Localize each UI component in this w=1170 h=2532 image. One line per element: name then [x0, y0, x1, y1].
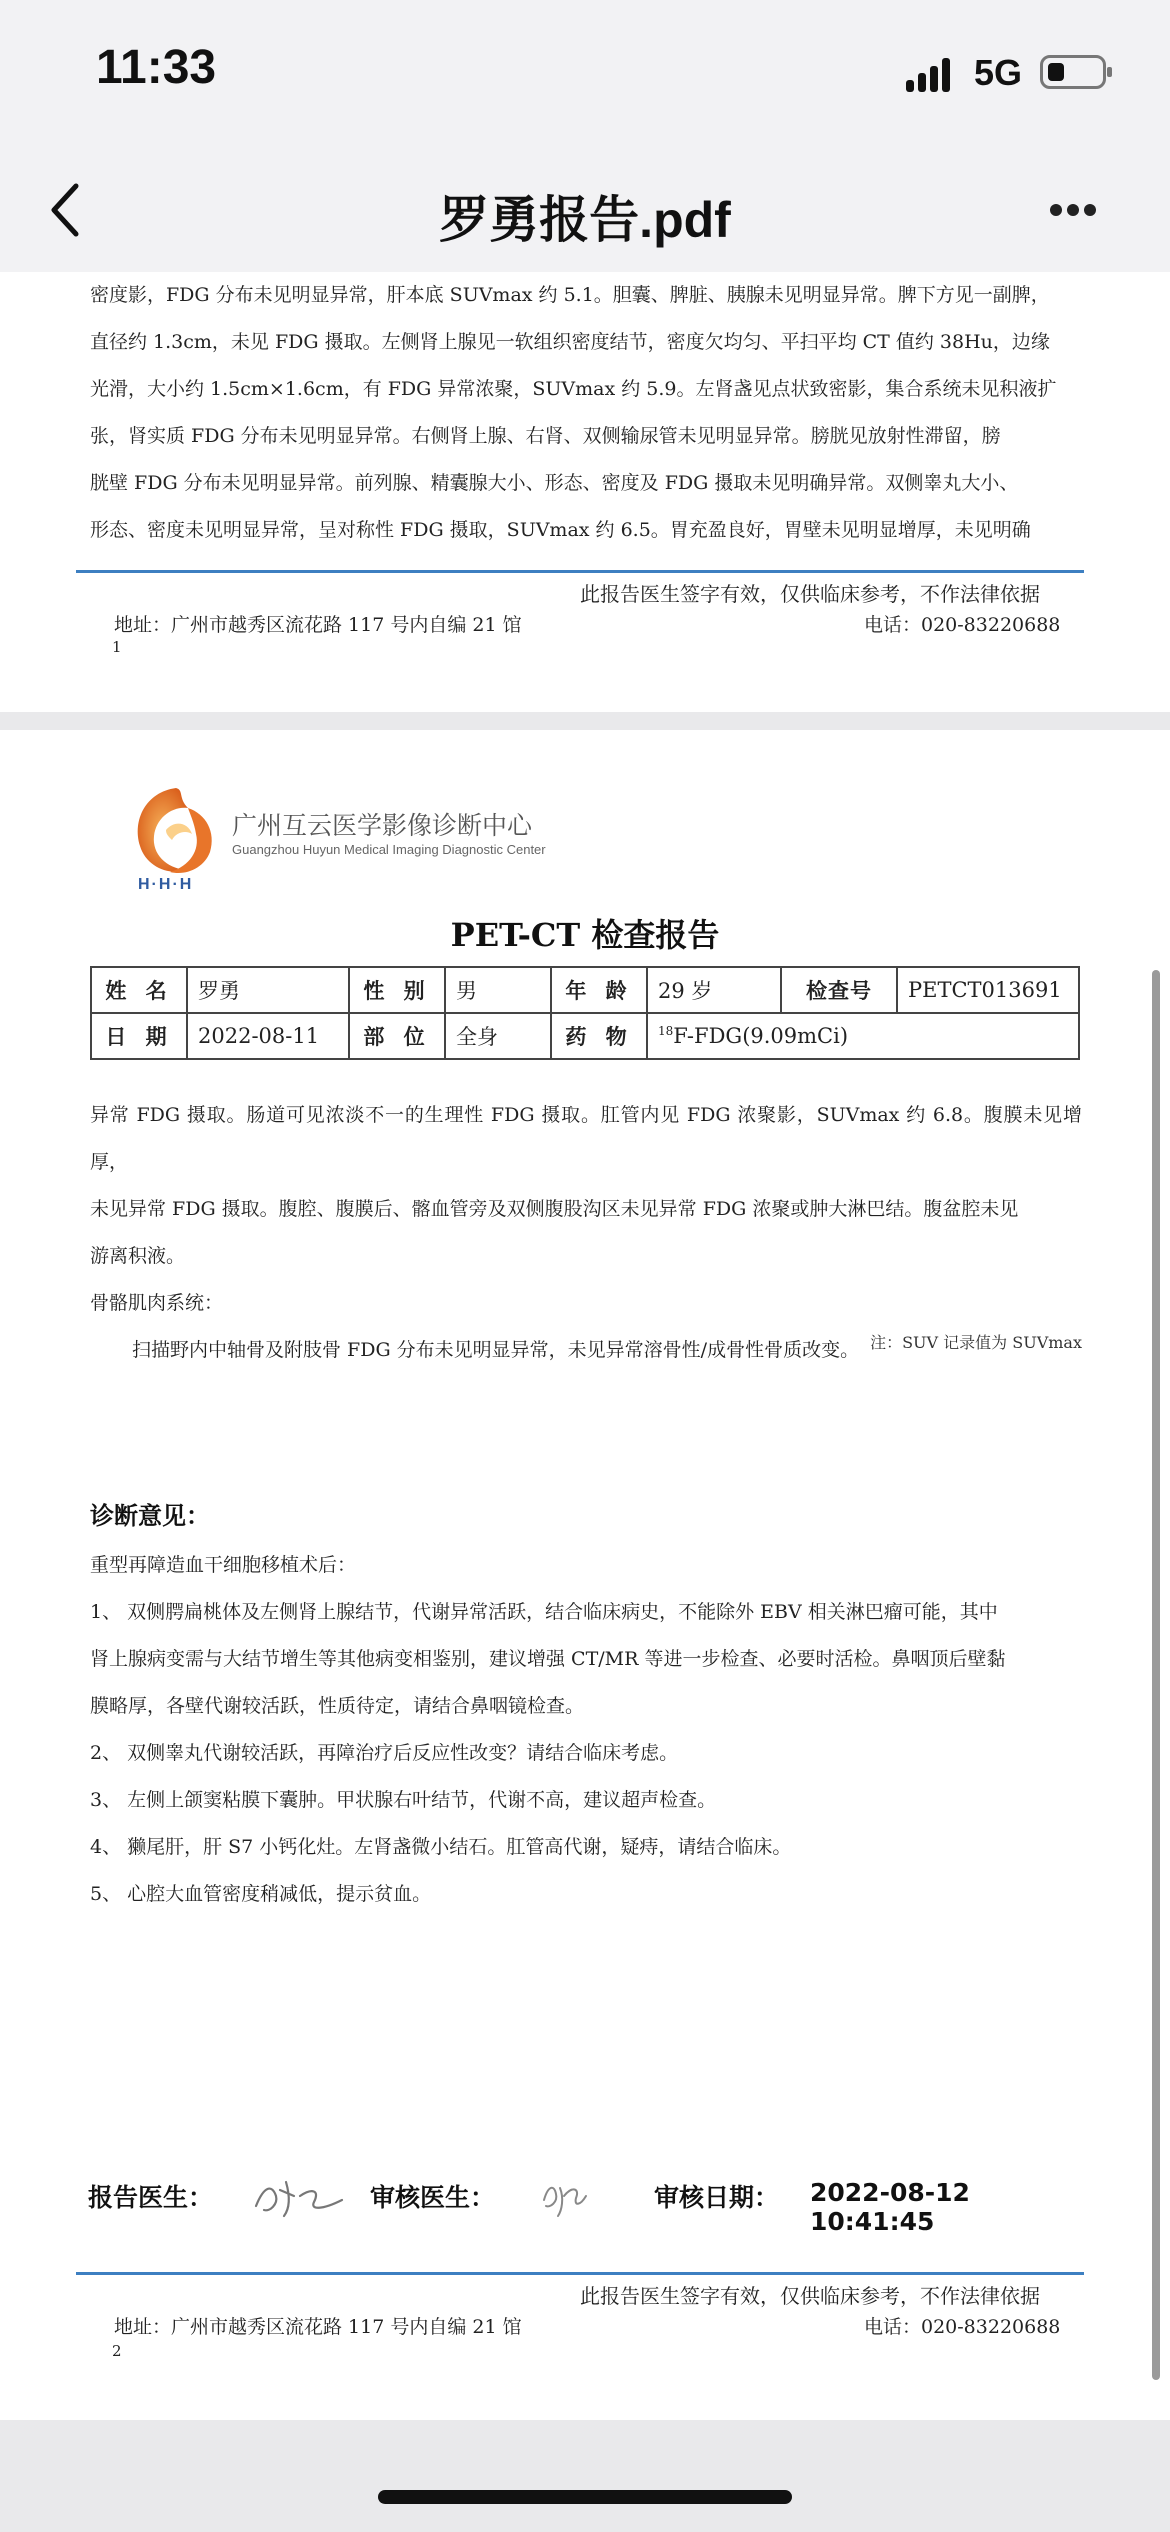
diagnosis-line: 1、 双侧腭扁桃体及左侧肾上腺结节，代谢异常活跃，结合临床病史，不能除外 EBV 相关淋巴瘤可能，其中: [90, 1601, 998, 1623]
logo-text-en: Guangzhou Huyun Medical Imaging Diagnostic Center: [232, 842, 546, 857]
text-line: 胱壁 FDG 分布未见明显异常。前列腺、精囊腺大小、形态、密度及 FDG 摄取未见明确异常。双侧睾丸大小、: [90, 472, 1019, 494]
age-value: 29 岁: [647, 967, 781, 1013]
review-date-value: 2022-08-12 10:41:45: [810, 2178, 970, 2236]
drug-label: 药 物: [551, 1013, 647, 1059]
home-indicator[interactable]: [378, 2490, 792, 2504]
footer-address: 地址：广州市越秀区流花路 117 号内自编 21 馆: [114, 2316, 522, 2338]
report-doctor-label: 报告医生：: [88, 2183, 214, 2212]
text-line: 光滑，大小约 1.5cm×1.6cm，有 FDG 异常浓聚，SUVmax 约 5.9。左肾盏见点状致密影，集合系统未见积液扩: [90, 378, 1057, 400]
status-time: 11:33: [96, 41, 217, 94]
signature-row: [88, 2166, 1078, 2236]
part-label: 部 位: [349, 1013, 445, 1059]
text-line: 直径约 1.3cm，未见 FDG 摄取。左侧肾上腺见一软组织密度结节，密度欠均匀、平扫平均 CT 值约 38Hu，边缘: [90, 331, 1050, 353]
nav-bar: [0, 150, 1170, 272]
more-dot-icon: [1050, 204, 1062, 216]
text-line: 异常 FDG 摄取。肠道可见浓淡不一的生理性 FDG 摄取。肛管内见 FDG 浓聚影，SUVmax 约 6.8。腹膜未见增厚，: [90, 1104, 1082, 1173]
diagnosis-title: 诊断意见：: [90, 1502, 210, 1530]
footer-disclaimer: 此报告医生签字有效，仅供临床参考，不作法律依据: [580, 2284, 1040, 2308]
footer-phone: 电话：020-83220688: [864, 614, 1061, 636]
battery-icon: [1040, 55, 1106, 89]
review-doctor-label: 审核医生：: [370, 2183, 496, 2212]
pdf-page-1: [0, 272, 1170, 712]
date-value: 2022-08-11: [187, 1013, 349, 1059]
diagnosis-line: 膜略厚，各壁代谢较活跃，性质待定，请结合鼻咽镜检查。: [90, 1695, 585, 1717]
document-title: 罗勇报告.pdf: [439, 192, 731, 248]
name-value: 罗勇: [187, 967, 349, 1013]
diagnosis-line: 4、 獭尾肝，肝 S7 小钙化灶。左肾盏微小结石。肛管高代谢，疑痔，请结合临床。: [90, 1836, 792, 1858]
signal-icon: [906, 58, 952, 92]
exam-id-label: 检查号: [781, 967, 897, 1013]
name-label: 姓 名: [91, 967, 187, 1013]
patient-info-table: [90, 966, 1080, 1060]
sex-value: 男: [445, 967, 551, 1013]
text-line: 张，肾实质 FDG 分布未见明显异常。右侧肾上腺、右肾、双侧输尿管未见明显异常。膀胱见放射性滞留，膀: [90, 425, 1001, 447]
sex-label: 性 别: [349, 967, 445, 1013]
more-options-button[interactable]: [1050, 190, 1120, 230]
text-line: 游离积液。: [90, 1245, 186, 1267]
footer-disclaimer: 此报告医生签字有效，仅供临床参考，不作法律依据: [580, 582, 1040, 606]
part-value: 全身: [445, 1013, 551, 1059]
page-number: 2: [112, 2342, 122, 2360]
status-bar: [0, 0, 1170, 150]
suv-note: 注：SUV 记录值为 SUVmax: [870, 1333, 1082, 1352]
drug-isotope: 18: [658, 1024, 674, 1038]
footer-divider: [76, 570, 1084, 573]
drug-value: [647, 1013, 1079, 1059]
vertical-scrollbar[interactable]: [1152, 970, 1160, 2380]
diagnosis-intro: 重型再障造血干细胞移植术后：: [90, 1554, 357, 1576]
review-doctor-signature-icon: [534, 2166, 594, 2226]
diagnosis-text: [90, 1542, 1082, 1918]
text-line: 密度影，FDG 分布未见明显异常，肝本底 SUVmax 约 5.1。胆囊、脾脏、胰腺未见明显异常。脾下方见一副脾，: [90, 284, 1050, 306]
report-doctor-signature-icon: [250, 2166, 350, 2226]
age-label: 年 龄: [551, 967, 647, 1013]
more-dot-icon: [1067, 204, 1079, 216]
page-number: 1: [112, 638, 122, 656]
more-dot-icon: [1084, 204, 1096, 216]
text-line: 未见异常 FDG 摄取。腹腔、腹膜后、髂血管旁及双侧腹股沟区未见异常 FDG 浓聚或肿大淋巴结。腹盆腔未见: [90, 1198, 1019, 1220]
logo-hhh: H·H·H: [138, 876, 194, 893]
date-label: 日 期: [91, 1013, 187, 1059]
diagnosis-line: 3、 左侧上颌窦粘膜下囊肿。甲状腺右叶结节，代谢不高，建议超声检查。: [90, 1789, 717, 1811]
text-line: 形态、密度未见明显异常，呈对称性 FDG 摄取，SUVmax 约 6.5。胃充盈良好，胃壁未见明显增厚，未见明确: [90, 519, 1031, 541]
findings-continuation: [90, 272, 1082, 554]
footer-phone: 电话：020-83220688: [864, 2316, 1061, 2338]
msk-title: 骨骼肌肉系统：: [90, 1292, 224, 1314]
diagnosis-line: 5、 心腔大血管密度稍减低，提示贫血。: [90, 1883, 432, 1905]
review-date-label: 审核日期：: [654, 2183, 780, 2212]
msk-text: 扫描野内中轴骨及附肢骨 FDG 分布未见明显异常，未见异常溶骨性/成骨性骨质改变。: [132, 1339, 860, 1361]
drug-name: F-FDG(9.09mCi): [673, 1024, 849, 1048]
diagnosis-line: 2、 双侧睾丸代谢较活跃，再障治疗后反应性改变？请结合临床考虑。: [90, 1742, 679, 1764]
pdf-page-2: [0, 730, 1170, 2420]
exam-id-value: PETCT013691: [897, 967, 1079, 1013]
diagnosis-line: 肾上腺病变需与大结节增生等其他病变相鉴别，建议增强 CT/MR 等进一步检查、必要时活检。鼻咽顶后壁黏: [90, 1648, 1006, 1670]
network-label: 5G: [974, 52, 1023, 93]
footer-divider: [76, 2272, 1084, 2275]
report-title: PET-CT 检查报告: [450, 916, 720, 954]
logo-text-cn: 广州互云医学影像诊断中心: [232, 811, 533, 840]
footer-address: 地址：广州市越秀区流花路 117 号内自编 21 馆: [114, 614, 522, 636]
